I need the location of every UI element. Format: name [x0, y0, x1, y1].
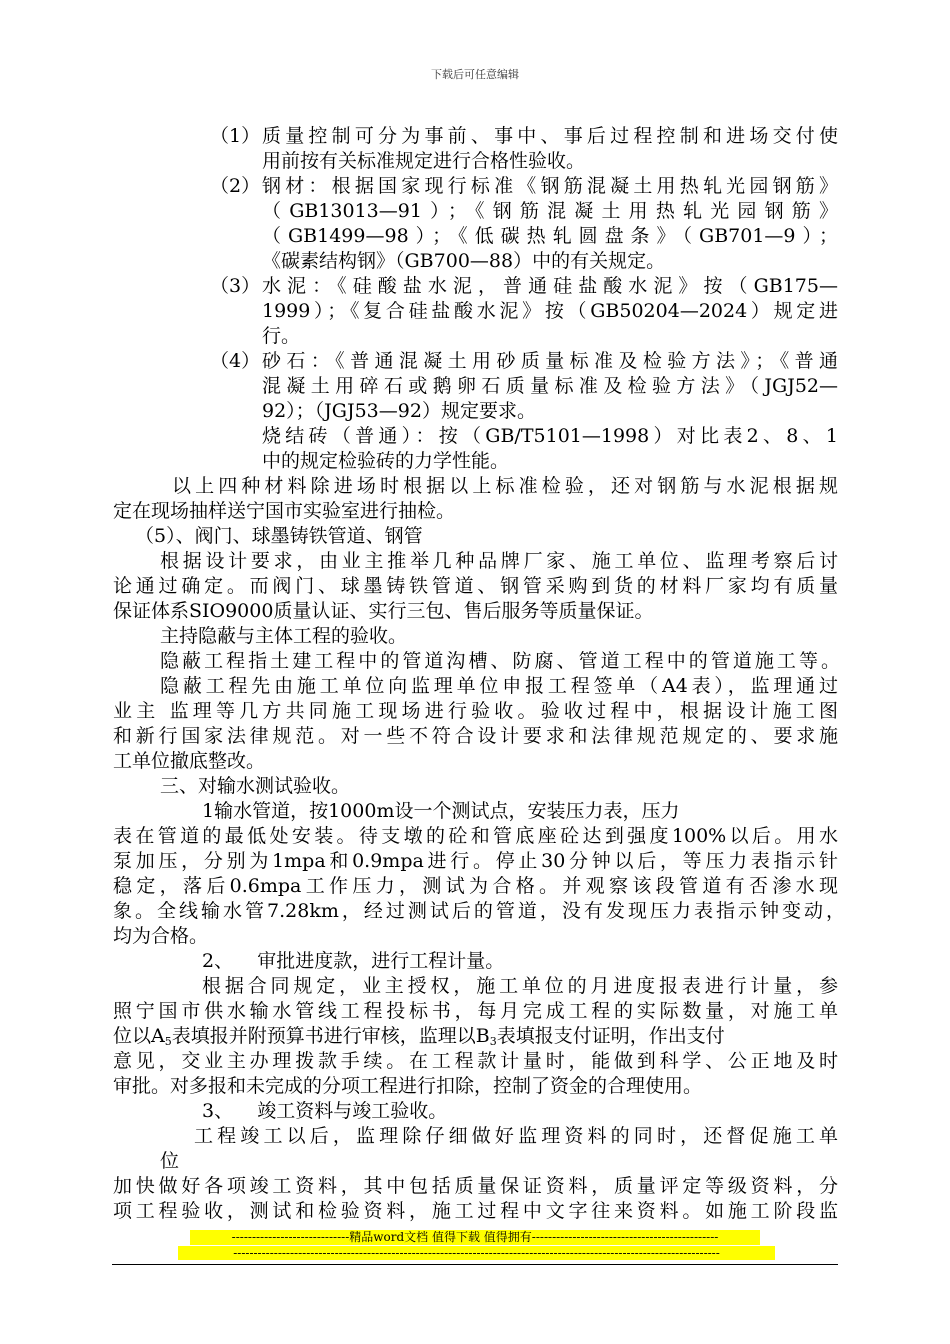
item-1-line-1: 质量控制可分为事前、事中、事后过程控制和进场交付使: [262, 125, 838, 147]
item-2-line-3: （GB1499—98）；《低碳热轧圆盘条》（GB701—9）；: [262, 225, 838, 247]
footer-banner: -----------------------------精品word文档 值得下载 值得拥有----------------------------------------------: [190, 1230, 760, 1245]
para-5-line-4: 工单位撤底整改。: [113, 750, 266, 772]
item-3-line-2: 1999）；《复合硅盐酸水泥》按（GB50204—2024）规定进: [262, 300, 838, 322]
para-8-line-4: 项工程验收，测试和检验资料，施工过程中文字往来资料。如施工阶段监: [113, 1200, 838, 1222]
para-7-line-4: 意见，交业主办理拨款手续。在工程款计量时，能做到科学、公正地及时: [113, 1050, 838, 1072]
para-5-line-1: 隐蔽工程先由施工单位向监理单位申报工程签单（A4表），监理通过: [160, 675, 838, 697]
item-1-number: （1）: [210, 125, 261, 147]
item-3-line-3: 行。: [262, 325, 301, 347]
para-6-line-2: 表在管道的最低处安装。待支墩的砼和管底座砼达到强度100%以后。用水: [113, 825, 838, 847]
para-7-line-2: 照宁国市供水输水管线工程投标书，每月完成工程的实际数量，对施工单: [113, 1000, 838, 1022]
item-4-line-1: 砂石：《普通混凝土用砂质量标准及检验方法》；《普通: [262, 350, 838, 372]
item-2-number: （2）: [210, 175, 261, 197]
para-7-line-1: 根据合同规定，业主授权，施工单位的月进度报表进行计量，参: [202, 975, 838, 997]
item-4-line-3: 92）；（JGJ53—92）规定要求。: [262, 400, 536, 422]
para-1-line-2: 定在现场抽样送宁国市实验室进行抽检。: [113, 500, 456, 522]
para-6-line-1: 1输水管道，按1000m设一个测试点，安装压力表，压力: [202, 800, 680, 822]
para-8-line-2: 位: [160, 1150, 180, 1172]
para-5-line-2: 业主 监理等几方共同施工现场进行验收。验收过程中，根据设计施工图: [113, 700, 838, 722]
para-6-line-3: 泵加压，分别为1mpa和0.9mpa进行。停止30分钟以后，等压力表指示针: [113, 850, 838, 872]
para-6-line-5: 象。全线输水管7.28km，经过测试后的管道，没有发现压力表指示钟变动，: [113, 900, 845, 922]
heading-3-section: 3、 竣工资料与竣工验收。: [202, 1100, 448, 1122]
para-8-line-1: 工程竣工以后，监理除仔细做好监理资料的同时，还督促施工单: [194, 1125, 838, 1147]
para-7-line-5: 审批。对多报和未完成的分项工程进行扣除，控制了资金的合理使用。: [113, 1075, 703, 1097]
para-5-line-3: 和新行国家法律规范。对一些不符合设计要求和法律规范规定的、要求施: [113, 725, 838, 747]
para-7-line-3-a: 位以$A_5$表填报并附预算书进行审核，监理以$B_3$表填报支付证明，作出支付: [113, 1025, 725, 1048]
page-header: 下载后可任意编辑: [431, 68, 519, 81]
item-1-line-2: 用前按有关标准规定进行合格性验收。: [262, 150, 586, 172]
item-4-line-2: 混凝土用碎石或鹅卵石质量标准及检验方法》（JGJ52—: [262, 375, 838, 397]
footer-rule: [112, 1264, 838, 1265]
footer-dashes: ------------------------------------------------------------------------------------------------------------------------: [178, 1246, 775, 1260]
item-4-number: （4）: [210, 350, 261, 372]
item-4-line-5: 中的规定检验砖的力学性能。: [262, 450, 510, 472]
heading-3: 三、对输水测试验收。: [160, 775, 351, 797]
item-2-line-2: （GB13013—91）；《钢筋混凝土用热轧光园钢筋》: [262, 200, 838, 222]
item-3-number: （3）: [210, 275, 261, 297]
heading-2: 2、 审批进度款，进行工程计量。: [202, 950, 505, 972]
para-8-line-3: 加快做好各项竣工资料，其中包括质量保证资料，质量评定等级资料，分: [113, 1175, 838, 1197]
para-6-line-6: 均为合格。: [113, 925, 209, 947]
item-3-line-1: 水泥：《硅酸盐水泥，普通硅盐酸水泥》按（GB175—: [262, 275, 838, 297]
para-2-line-2: 论通过确定。而阀门、球墨铸铁管道、钢管采购到货的材料厂家均有质量: [113, 575, 838, 597]
para-2-line-1: 根据设计要求，由业主推举几种品牌厂家、施工单位、监理考察后讨: [160, 550, 838, 572]
item-2-line-4: 《碳素结构钢》（GB700—88）中的有关规定。: [262, 250, 666, 272]
heading-5: （5）、阀门、球墨铸铁管道、钢管: [135, 525, 423, 547]
para-3: 主持隐蔽与主体工程的验收。: [160, 625, 408, 647]
para-1-line-1: 以上四种材料除进场时根据以上标准检验，还对钢筋与水泥根据规: [172, 475, 838, 497]
item-2-line-1: 钢材：根据国家现行标准《钢筋混凝土用热轧光园钢筋》: [262, 175, 838, 197]
para-6-line-4: 稳定，落后0.6mpa工作压力，测试为合格。并观察该段管道有否渗水现: [113, 875, 838, 897]
para-2-line-3: 保证体系SIO9000质量认证、实行三包、售后服务等质量保证。: [113, 600, 654, 622]
para-4: 隐蔽工程指土建工程中的管道沟槽、防腐、管道工程中的管道施工等。: [160, 650, 840, 672]
item-4-line-4: 烧结砖（普通）：按（GB/T5101—1998）对比表2、8、1: [262, 425, 838, 447]
